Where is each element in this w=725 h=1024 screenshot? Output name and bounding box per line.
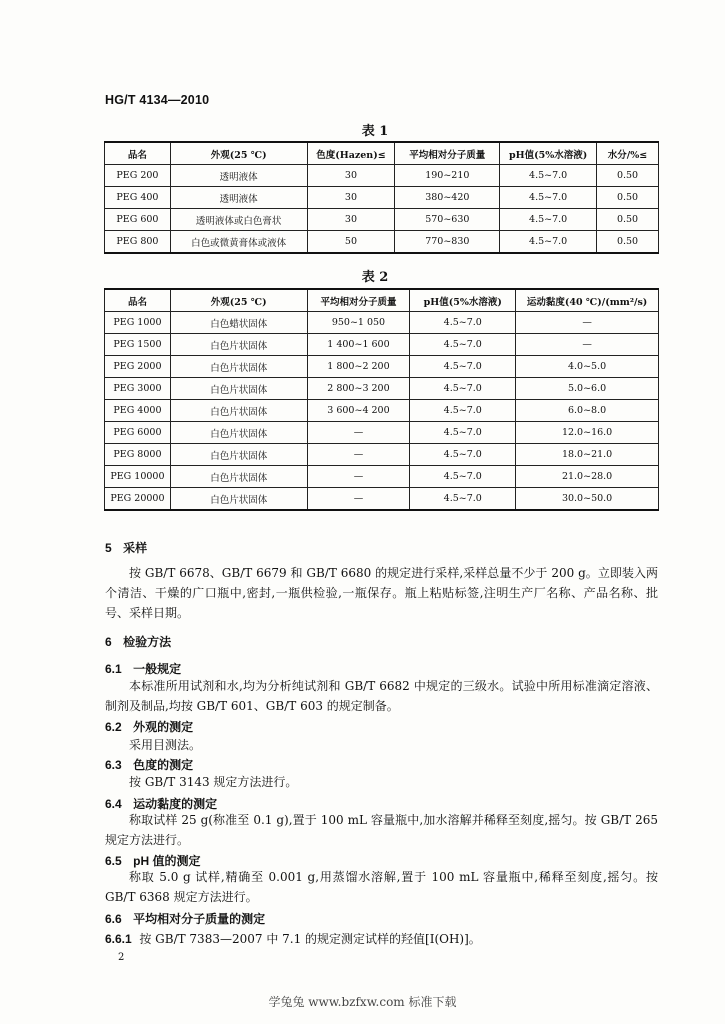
cell-molecular-weight: 1 800~2 200 <box>307 356 410 378</box>
section-6-6-number: 6.6 <box>105 912 122 926</box>
cell-viscosity: 12.0~16.0 <box>516 422 659 444</box>
section-6-2-number: 6.2 <box>105 720 122 734</box>
standard-number: HG/T 4134—2010 <box>105 93 210 107</box>
section-6-6-1 <box>105 930 481 947</box>
section-6-heading <box>105 633 171 650</box>
cell-molecular-weight: 950~1 050 <box>307 312 410 334</box>
cell-appearance: 白色片状固体 <box>170 378 307 400</box>
cell-name: PEG 800 <box>105 231 171 254</box>
cell-name: PEG 1500 <box>105 334 171 356</box>
cell-appearance: 白色片状固体 <box>170 444 307 466</box>
cell-ph: 4.5~7.0 <box>410 356 516 378</box>
section-6-4-number: 6.4 <box>105 797 122 811</box>
section-6-4-text: 称取试样 25 g(称准至 0.1 g),置于 100 mL 容量瓶中,加水溶解并稀释至刻度,摇匀。按 GB/T 265 规定方法进行。 <box>105 813 658 847</box>
table2-body <box>105 312 659 511</box>
cell-color: 50 <box>307 231 395 254</box>
cell-appearance: 白色蜡状固体 <box>170 312 307 334</box>
section-5-title: 采样 <box>123 541 148 555</box>
table1-caption: 表 1 <box>361 124 389 139</box>
cell-molecular-weight: 2 800~3 200 <box>307 378 410 400</box>
table1-col-appearance: 外观(25 ℃) <box>170 142 307 165</box>
cell-moisture: 0.50 <box>597 165 659 187</box>
table-row <box>105 466 659 488</box>
table-row <box>105 488 659 511</box>
cell-name: PEG 4000 <box>105 400 171 422</box>
cell-appearance: 透明液体或白色膏状 <box>170 209 307 231</box>
footer-watermark[interactable]: 学兔兔 www.bzfxw.com 标准下载 <box>268 995 457 1009</box>
section-6-3-text: 按 GB/T 3143 规定方法进行。 <box>129 775 298 789</box>
table1 <box>104 141 659 254</box>
cell-molecular-weight: 770~830 <box>395 231 500 254</box>
cell-ph: 4.5~7.0 <box>500 187 597 209</box>
cell-moisture: 0.50 <box>597 209 659 231</box>
section-6-6-1-number: 6.6.1 <box>105 932 132 946</box>
cell-viscosity: — <box>516 312 659 334</box>
table1-col-color: 色度(Hazen)≤ <box>307 142 395 165</box>
table-row <box>105 378 659 400</box>
table2 <box>104 288 659 511</box>
table1-header-row <box>105 142 659 165</box>
table-row <box>105 422 659 444</box>
cell-viscosity: 30.0~50.0 <box>516 488 659 511</box>
page-number: 2 <box>118 952 125 963</box>
section-6-3-heading <box>105 756 193 773</box>
cell-appearance: 白色片状固体 <box>170 488 307 511</box>
cell-appearance: 透明液体 <box>170 165 307 187</box>
cell-name: PEG 200 <box>105 165 171 187</box>
table-row <box>105 334 659 356</box>
table1-col-molecular-weight: 平均相对分子质量 <box>395 142 500 165</box>
section-6-4-title: 运动黏度的测定 <box>133 797 218 811</box>
section-6-5-text: 称取 5.0 g 试样,精确至 0.001 g,用蒸馏水溶解,置于 100 mL 容量瓶中,稀释至刻度,摇匀。按 GB/T 6368 规定方法进行。 <box>105 870 658 904</box>
cell-ph: 4.5~7.0 <box>410 466 516 488</box>
section-6-2-text: 采用目测法。 <box>129 738 202 752</box>
section-6-title: 检验方法 <box>123 635 172 649</box>
cell-appearance: 白色或微黄膏体或液体 <box>170 231 307 254</box>
cell-appearance: 透明液体 <box>170 187 307 209</box>
table2-col-appearance: 外观(25 ℃) <box>170 289 307 312</box>
cell-name: PEG 2000 <box>105 356 171 378</box>
table-row <box>105 187 659 209</box>
table-row <box>105 444 659 466</box>
section-6-5-number: 6.5 <box>105 854 122 868</box>
cell-name: PEG 600 <box>105 209 171 231</box>
section-6-5-title: pH 值的测定 <box>133 854 201 868</box>
section-6-6-title: 平均相对分子质量的测定 <box>133 912 266 926</box>
table-row <box>105 312 659 334</box>
table1-col-name: 品名 <box>105 142 171 165</box>
cell-color: 30 <box>307 165 395 187</box>
cell-molecular-weight: — <box>307 422 410 444</box>
cell-viscosity: 5.0~6.0 <box>516 378 659 400</box>
cell-molecular-weight: — <box>307 488 410 511</box>
section-6-3-number: 6.3 <box>105 758 122 772</box>
cell-molecular-weight: — <box>307 444 410 466</box>
cell-appearance: 白色片状固体 <box>170 356 307 378</box>
cell-ph: 4.5~7.0 <box>410 488 516 511</box>
table-row <box>105 356 659 378</box>
table2-col-ph: pH值(5%水溶液) <box>410 289 516 312</box>
section-5-number: 5 <box>105 541 112 555</box>
table1-col-ph: pH值(5%水溶液) <box>500 142 597 165</box>
cell-molecular-weight: — <box>307 466 410 488</box>
section-6-6-1-text: 按 GB/T 7383—2007 中 7.1 的规定测定试样的羟值[I(OH)]。 <box>139 932 481 946</box>
table2-col-viscosity: 运动黏度(40 ℃)/(mm²/s) <box>516 289 659 312</box>
section-6-1-title: 一般规定 <box>133 662 182 676</box>
cell-ph: 4.5~7.0 <box>410 334 516 356</box>
cell-color: 30 <box>307 209 395 231</box>
section-6-6-heading <box>105 910 265 927</box>
cell-moisture: 0.50 <box>597 187 659 209</box>
table2-col-name: 品名 <box>105 289 171 312</box>
section-6-1-text: 本标准所用试剂和水,均为分析纯试剂和 GB/T 6682 中规定的三级水。试验中所用标准滴定溶液、制剂及制品,均按 GB/T 601、GB/T 603 的规定制备。 <box>105 679 658 713</box>
cell-ph: 4.5~7.0 <box>500 209 597 231</box>
section-5-heading <box>105 539 147 556</box>
cell-viscosity: — <box>516 334 659 356</box>
section-6-1-heading <box>105 660 181 677</box>
section-6-3-title: 色度的测定 <box>133 758 194 772</box>
cell-molecular-weight: 380~420 <box>395 187 500 209</box>
cell-viscosity: 18.0~21.0 <box>516 444 659 466</box>
section-6-2-heading <box>105 718 193 735</box>
table-row <box>105 165 659 187</box>
section-6-2-title: 外观的测定 <box>133 720 194 734</box>
cell-viscosity: 4.0~5.0 <box>516 356 659 378</box>
table1-body <box>105 165 659 254</box>
table2-caption: 表 2 <box>361 270 389 285</box>
table1-col-moisture: 水分/%≤ <box>597 142 659 165</box>
cell-molecular-weight: 570~630 <box>395 209 500 231</box>
cell-appearance: 白色片状固体 <box>170 400 307 422</box>
section-6-1-number: 6.1 <box>105 662 122 676</box>
cell-ph: 4.5~7.0 <box>410 312 516 334</box>
table-row <box>105 231 659 254</box>
cell-ph: 4.5~7.0 <box>410 444 516 466</box>
cell-name: PEG 3000 <box>105 378 171 400</box>
cell-name: PEG 10000 <box>105 466 171 488</box>
cell-appearance: 白色片状固体 <box>170 334 307 356</box>
cell-name: PEG 20000 <box>105 488 171 511</box>
cell-ph: 4.5~7.0 <box>500 231 597 254</box>
cell-ph: 4.5~7.0 <box>410 378 516 400</box>
cell-ph: 4.5~7.0 <box>410 422 516 444</box>
cell-ph: 4.5~7.0 <box>410 400 516 422</box>
cell-viscosity: 21.0~28.0 <box>516 466 659 488</box>
cell-molecular-weight: 1 400~1 600 <box>307 334 410 356</box>
section-6-number: 6 <box>105 635 112 649</box>
cell-name: PEG 1000 <box>105 312 171 334</box>
cell-molecular-weight: 3 600~4 200 <box>307 400 410 422</box>
cell-name: PEG 400 <box>105 187 171 209</box>
cell-color: 30 <box>307 187 395 209</box>
cell-ph: 4.5~7.0 <box>500 165 597 187</box>
section-5-text: 按 GB/T 6678、GB/T 6679 和 GB/T 6680 的规定进行采样,采样总量不少于 200 g。立即装入两个清洁、干燥的广口瓶中,密封,一瓶供检验,一瓶保存。瓶上粘贴标签,注明生产厂名称、产品名称、批号、采样日期。 <box>105 566 658 620</box>
cell-viscosity: 6.0~8.0 <box>516 400 659 422</box>
table-row <box>105 400 659 422</box>
cell-moisture: 0.50 <box>597 231 659 254</box>
cell-appearance: 白色片状固体 <box>170 422 307 444</box>
table-row <box>105 209 659 231</box>
table2-col-molecular-weight: 平均相对分子质量 <box>307 289 410 312</box>
cell-molecular-weight: 190~210 <box>395 165 500 187</box>
cell-name: PEG 6000 <box>105 422 171 444</box>
table2-header-row <box>105 289 659 312</box>
cell-appearance: 白色片状固体 <box>170 466 307 488</box>
cell-name: PEG 8000 <box>105 444 171 466</box>
